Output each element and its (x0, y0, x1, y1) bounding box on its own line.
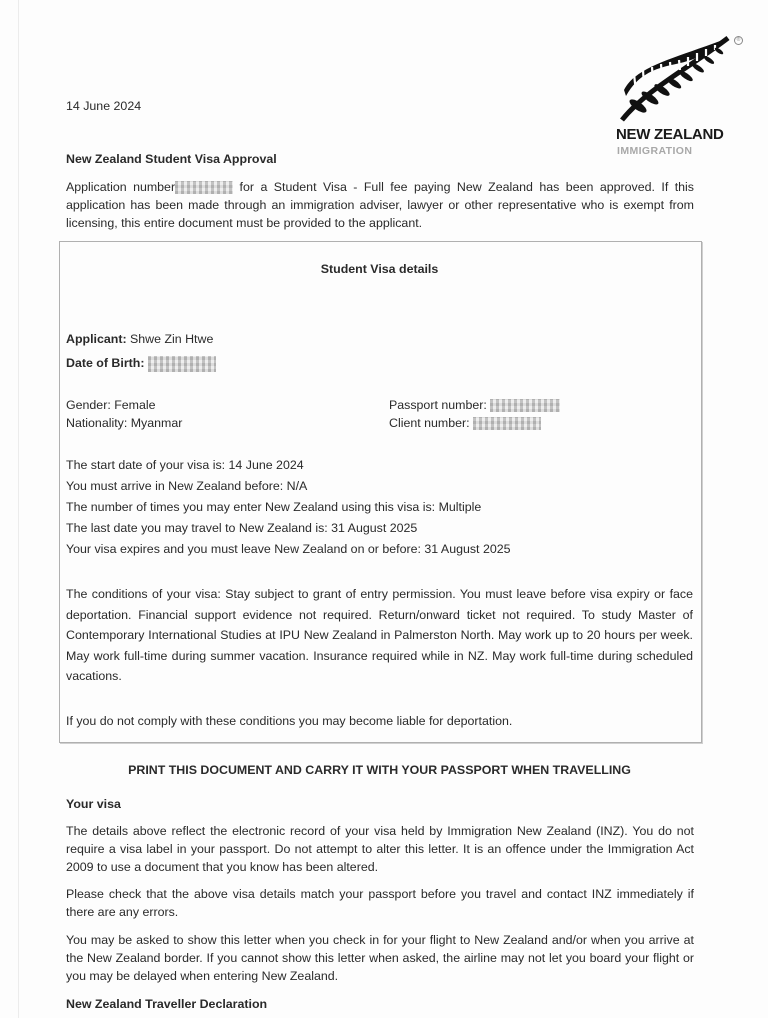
passport-label: Passport number: (389, 398, 487, 412)
letter-date: 14 June 2024 (66, 99, 142, 113)
dob-label: Date of Birth: (66, 356, 145, 370)
entries-line: The number of times you may enter New Zealand using this visa is: Multiple (66, 500, 482, 514)
visa-start-date-line: The start date of your visa is: 14 June 2024 (66, 458, 304, 472)
redacted-passport-number (490, 399, 560, 412)
comply-warning: If you do not comply with these conditions you may become liable for deportation. (66, 714, 513, 728)
logo-sub-text: IMMIGRATION (617, 145, 693, 157)
page-edge (18, 0, 19, 1018)
redacted-application-number (175, 181, 233, 194)
intro-text-start: Application number (66, 180, 176, 194)
nz-immigration-logo (616, 30, 756, 160)
visa-expiry-line: Your visa expires and you must leave New Zealand on or before: 31 August 2025 (66, 542, 511, 556)
your-visa-heading: Your visa (66, 797, 121, 811)
silver-fern-icon (616, 30, 746, 122)
redacted-date-of-birth (148, 356, 216, 372)
intro-text-rest: for a Student Visa - Full fee paying New Zealand has been approved. If this application has been made through an immigration adviser, lawyer or other representative who is exempt from licensing, this entire document must be provided to the applicant. (66, 180, 695, 230)
client-label: Client number: (389, 416, 470, 430)
applicant-value: Shwe Zin Htwe (126, 332, 214, 346)
logo-brand-text: NEW ZEALAND (616, 126, 724, 143)
arrive-before-line: You must arrive in New Zealand before: N/A (66, 479, 308, 493)
traveller-declaration-heading: New Zealand Traveller Declaration (66, 997, 268, 1011)
visa-details-heading: Student Visa details (320, 262, 439, 276)
applicant-label: Applicant: (66, 332, 127, 346)
print-notice: PRINT THIS DOCUMENT AND CARRY IT WITH YOUR PASSPORT WHEN TRAVELLING (128, 763, 631, 777)
redacted-client-number (473, 417, 541, 430)
intro-paragraph (66, 178, 694, 232)
your-visa-paragraph-2: Please check that the above visa details match your passport before you travel and contact INZ immediately if there are any errors. (66, 887, 694, 919)
nationality-line: Nationality: Myanmar (66, 416, 183, 430)
passport-line (389, 396, 560, 414)
registered-mark: ® (734, 36, 743, 45)
applicant-line (66, 330, 213, 348)
your-visa-paragraph-3: You may be asked to show this letter when you check in for your flight to New Zealand and/or when you arrive at the New Zealand border. If you cannot show this letter when asked, the airline may not let you board your flight or you may be delayed when entering New Zealand. (66, 933, 694, 983)
your-visa-paragraph-1: The details above reflect the electronic record of your visa held by Immigration New Zealand (INZ). You do not require a visa label in your passport. Do not attempt to alter this letter. It is an offence under the Immigration Act 2009 to use a document that you know has been altered. (66, 824, 694, 874)
visa-conditions: The conditions of your visa: Stay subject to grant of entry permission. You must leave before visa expiry or face deportation. Financial support evidence not required. Return/onward ticket not required. To study Master of Contemporary International Studies at IPU New Zealand in Palmerston North. May work up to 20 hours per week. May work full-time during summer vacation. Insurance required while in NZ. May work full-time during scheduled vacations. (66, 587, 693, 683)
letter-title: New Zealand Student Visa Approval (66, 152, 277, 166)
client-line (389, 414, 541, 432)
gender-line: Gender: Female (66, 398, 156, 412)
dob-line (66, 354, 216, 372)
last-travel-date-line: The last date you may travel to New Zealand is: 31 August 2025 (66, 521, 418, 535)
